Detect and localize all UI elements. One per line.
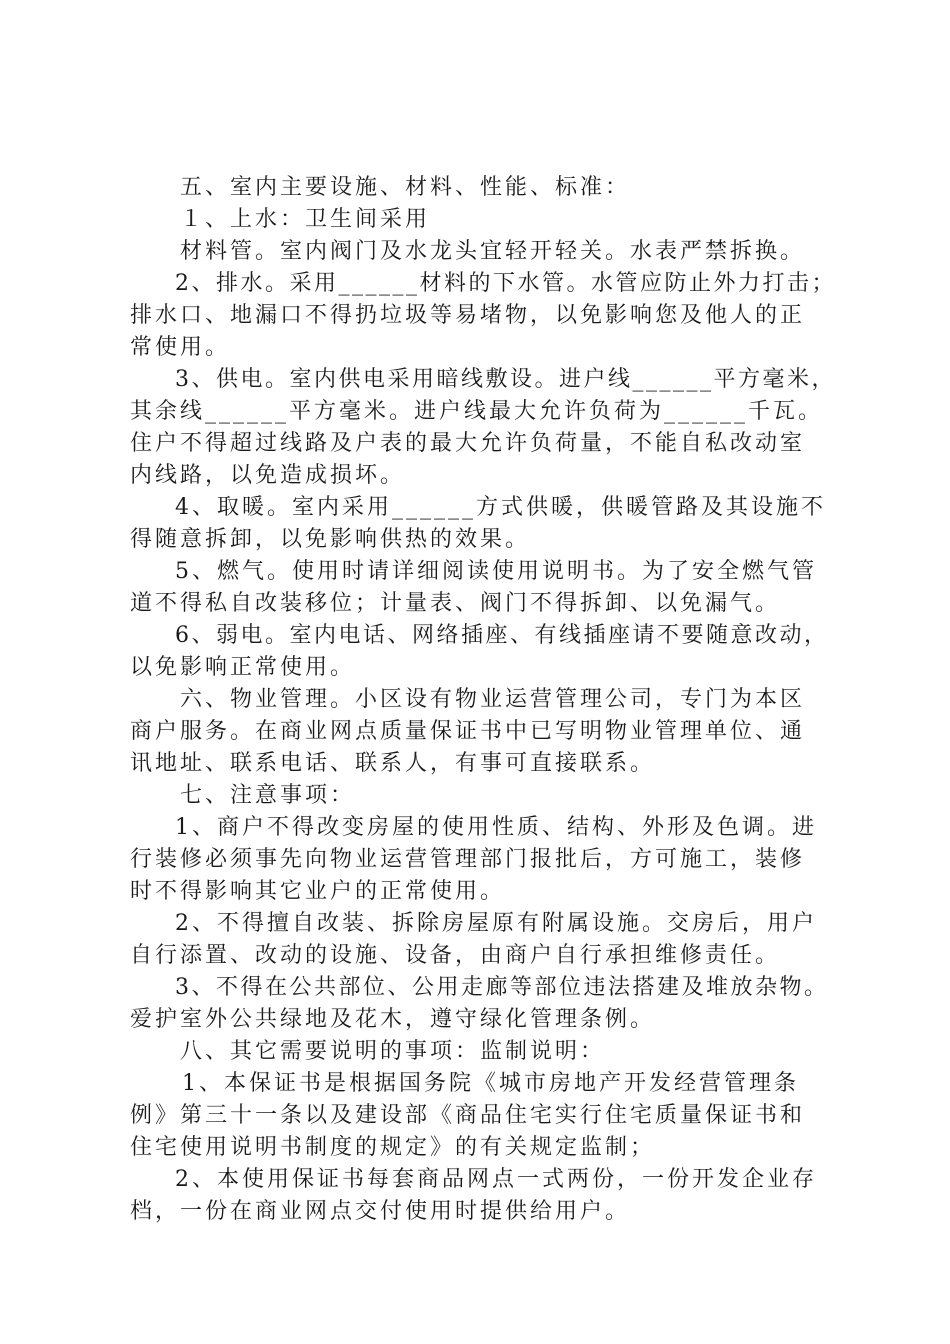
paragraph-line: 例》第三十一条以及建设部《商品住宅实行住宅质量保证书和 (130, 1103, 806, 1128)
paragraph-line: １、上水：卫生间采用 (180, 207, 431, 232)
paragraph-line: 2、不得擅自改装、拆除房屋原有附属设施。交房后，用户 (175, 911, 817, 936)
paragraph-line: 3、供电。室内供电采用暗线敷设。进户线______平方毫米， (175, 367, 836, 392)
paragraph-line: 6、弱电。室内电话、网络插座、有线插座请不要随意改动， (175, 623, 829, 648)
paragraph-line: 其余线______平方毫米。进户线最大允许负荷为______千瓦。 (130, 399, 824, 424)
section-heading-7: 七、注意事项： (180, 783, 356, 808)
paragraph-line: 行装修必须事先向物业运营管理部门报批后，方可施工，装修 (130, 847, 806, 872)
paragraph-line: 自行添置、改动的设施、设备，由商户自行承担维修责任。 (130, 943, 781, 968)
document-body (130, 172, 840, 1228)
paragraph-line: 5、燃气。使用时请详细阅读使用说明书。为了安全燃气管 (175, 559, 817, 584)
paragraph-line: 常使用。 (130, 335, 231, 360)
paragraph-line: 道不得私自改装移位；计量表、阀门不得拆卸、以免漏气。 (130, 591, 781, 616)
paragraph-line: 3、不得在公共部位、公用走廊等部位违法搭建及堆放杂物。 (175, 975, 829, 1000)
section-heading-8: 八、其它需要说明的事项：监制说明： (180, 1039, 606, 1064)
paragraph-line: 2、本使用保证书每套商品网点一式两份，一份开发企业存 (175, 1167, 817, 1192)
paragraph-line: 爱护室外公共绿地及花木，遵守绿化管理条例。 (130, 1007, 656, 1032)
paragraph-line: 排水口、地漏口不得扔垃圾等易堵物，以免影响您及他人的正 (130, 303, 806, 328)
paragraph-line: 以免影响正常使用。 (130, 655, 356, 680)
paragraph-line: 1、商户不得改变房屋的使用性质、结构、外形及色调。进 (175, 815, 817, 840)
paragraph-line: 时不得影响其它业户的正常使用。 (130, 879, 506, 904)
paragraph-line: 材料管。室内阀门及水龙头宜轻开轻关。水表严禁拆换。 (180, 239, 806, 264)
paragraph-line: 4、取暖。室内采用______方式供暖，供暖管路及其设施不 (175, 495, 826, 520)
paragraph-line: 2、排水。采用______材料的下水管。水管应防止外力打击； (175, 271, 836, 296)
paragraph-line: 档，一份在商业网点交付使用时提供给用户。 (130, 1199, 631, 1224)
paragraph-line: 商户服务。在商业网点质量保证书中已写明物业管理单位、通 (130, 719, 806, 744)
paragraph-line: 内线路，以免造成损坏。 (130, 463, 406, 488)
paragraph-line: 讯地址、联系电话、联系人，有事可直接联系。 (130, 751, 656, 776)
paragraph-line: 住户不得超过线路及户表的最大允许负荷量，不能自私改动室 (130, 431, 806, 456)
paragraph-line: 得随意拆卸，以免影响供热的效果。 (130, 527, 531, 552)
paragraph-line: 1、本保证书是根据国务院《城市房地产开发经营管理条 (182, 1071, 799, 1096)
section-heading-5: 五、室内主要设施、材料、性能、标准： (180, 175, 631, 200)
section-heading-6: 六、物业管理。小区设有物业运营管理公司，专门为本区 (180, 687, 806, 712)
paragraph-line: 住宅使用说明书制度的规定》的有关规定监制； (130, 1135, 656, 1160)
